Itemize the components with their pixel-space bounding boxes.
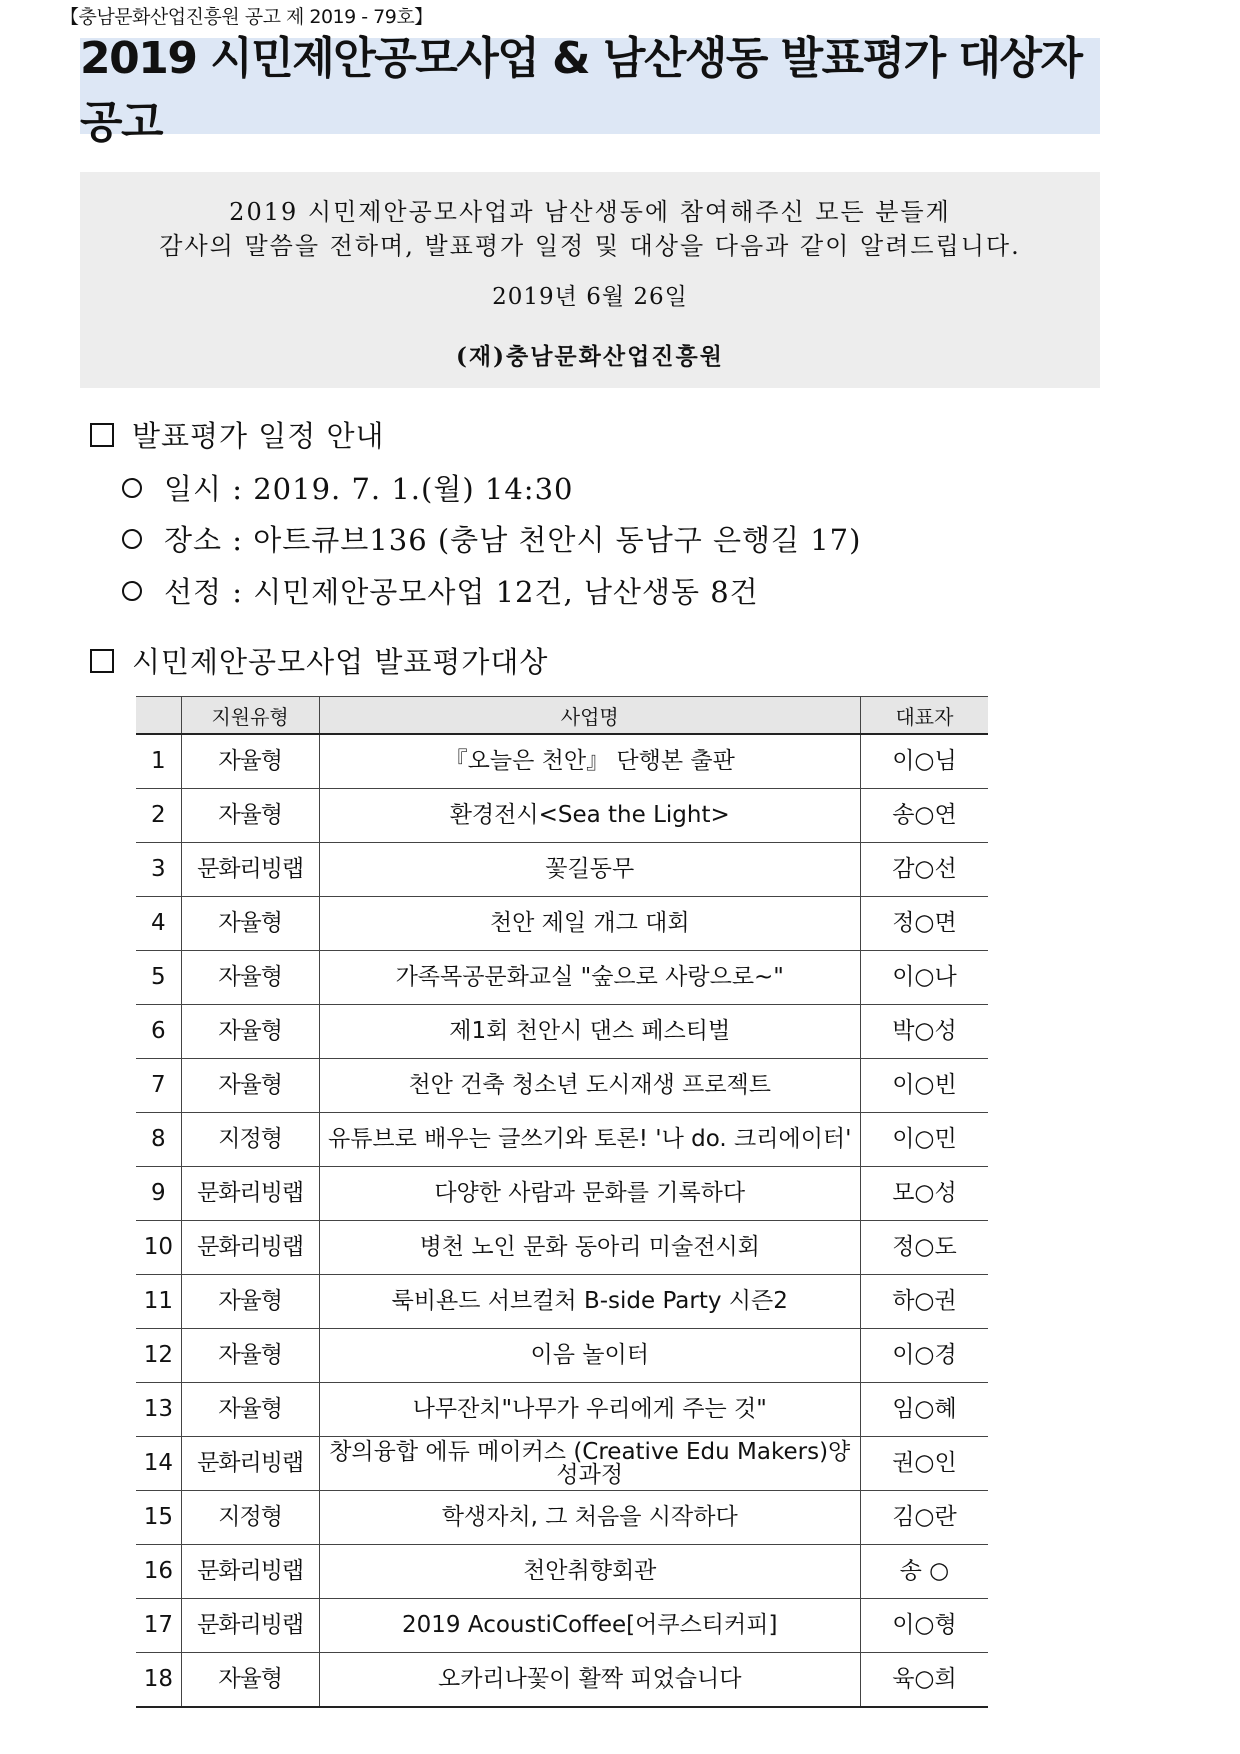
column-header-project: 사업명 xyxy=(319,697,860,735)
row-number: 1 xyxy=(136,734,181,789)
table-row xyxy=(136,897,988,951)
representative: 이○나 xyxy=(860,951,988,1005)
table-row xyxy=(136,951,988,1005)
project-name: 룩비욘드 서브컬처 B-side Party 시즌2 xyxy=(319,1275,860,1329)
table-row xyxy=(136,843,988,897)
project-name: 천안 제일 개그 대회 xyxy=(319,897,860,951)
schedule-item-text: 일시 : 2019. 7. 1.(월) 14:30 xyxy=(164,472,574,506)
table-row xyxy=(136,1329,988,1383)
representative: 이○님 xyxy=(860,734,988,789)
intro-box xyxy=(80,172,1100,388)
row-number: 17 xyxy=(136,1599,181,1653)
table-row xyxy=(136,789,988,843)
column-header-representative: 대표자 xyxy=(860,697,988,735)
table-row xyxy=(136,1221,988,1275)
representative: 임○혜 xyxy=(860,1383,988,1437)
row-number: 6 xyxy=(136,1005,181,1059)
support-type: 지정형 xyxy=(181,1113,319,1167)
intro-organization: (재)충남문화산업진흥원 xyxy=(456,343,724,370)
project-name: 천안취향회관 xyxy=(319,1545,860,1599)
targets-table xyxy=(136,696,988,1708)
support-type: 문화리빙랩 xyxy=(181,1599,319,1653)
project-name: 유튜브로 배우는 글쓰기와 토론! '나 do. 크리에이터' xyxy=(319,1113,860,1167)
column-header-type: 지원유형 xyxy=(181,697,319,735)
row-number: 16 xyxy=(136,1545,181,1599)
project-name: 병천 노인 문화 동아리 미술전시회 xyxy=(319,1221,860,1275)
table-row xyxy=(136,1059,988,1113)
representative: 하○권 xyxy=(860,1275,988,1329)
project-name: 나무잔치"나무가 우리에게 주는 것" xyxy=(319,1383,860,1437)
notice-number: 【충남문화산업진흥원 공고 제 2019 - 79호】 xyxy=(60,6,433,28)
project-name: 다양한 사람과 문화를 기록하다 xyxy=(319,1167,860,1221)
support-type: 자율형 xyxy=(181,734,319,789)
row-number: 14 xyxy=(136,1437,181,1491)
table-body xyxy=(136,734,988,1707)
support-type: 문화리빙랩 xyxy=(181,1437,319,1491)
intro-line-1: 2019 시민제안공모사업과 남산생동에 참여해주신 모든 분들게 xyxy=(229,198,951,226)
support-type: 자율형 xyxy=(181,1653,319,1708)
representative: 육○희 xyxy=(860,1653,988,1708)
representative: 김○란 xyxy=(860,1491,988,1545)
title-banner xyxy=(80,33,1100,148)
row-number: 8 xyxy=(136,1113,181,1167)
row-number: 3 xyxy=(136,843,181,897)
row-number: 4 xyxy=(136,897,181,951)
targets-heading-text: 시민제안공모사업 발표평가대상 xyxy=(132,645,549,679)
representative: 이○빈 xyxy=(860,1059,988,1113)
project-name: 꽃길동무 xyxy=(319,843,860,897)
schedule-item-text: 장소 : 아트큐브136 (충남 천안시 동남구 은행길 17) xyxy=(164,523,862,557)
table-row xyxy=(136,734,988,789)
table-row xyxy=(136,1383,988,1437)
row-number: 5 xyxy=(136,951,181,1005)
representative: 권○인 xyxy=(860,1437,988,1491)
row-number: 10 xyxy=(136,1221,181,1275)
intro-line-2: 감사의 말씀을 전하며, 발표평가 일정 및 대상을 다음과 같이 알려드립니다. xyxy=(159,232,1021,260)
support-type: 문화리빙랩 xyxy=(181,1545,319,1599)
representative: 정○면 xyxy=(860,897,988,951)
row-number: 2 xyxy=(136,789,181,843)
support-type: 자율형 xyxy=(181,1329,319,1383)
support-type: 문화리빙랩 xyxy=(181,1221,319,1275)
representative: 이○민 xyxy=(860,1113,988,1167)
representative: 이○경 xyxy=(860,1329,988,1383)
table-row xyxy=(136,1167,988,1221)
representative: 감○선 xyxy=(860,843,988,897)
table-row xyxy=(136,1653,988,1708)
project-name: 제1회 천안시 댄스 페스티벌 xyxy=(319,1005,860,1059)
project-name: 천안 건축 청소년 도시재생 프로젝트 xyxy=(319,1059,860,1113)
schedule-item-text: 선정 : 시민제안공모사업 12건, 남산생동 8건 xyxy=(164,575,759,609)
circle-bullet-icon xyxy=(122,478,142,498)
column-header-number xyxy=(136,697,181,735)
support-type: 자율형 xyxy=(181,1383,319,1437)
table-row xyxy=(136,1437,988,1491)
support-type: 자율형 xyxy=(181,789,319,843)
table-row xyxy=(136,1113,988,1167)
project-name: 이음 놀이터 xyxy=(319,1329,860,1383)
schedule-heading-text: 발표평가 일정 안내 xyxy=(132,419,385,453)
circle-bullet-icon xyxy=(122,529,142,549)
table-row xyxy=(136,1545,988,1599)
support-type: 문화리빙랩 xyxy=(181,1167,319,1221)
project-name: 『오늘은 천안』 단행본 출판 xyxy=(319,734,860,789)
row-number: 11 xyxy=(136,1275,181,1329)
support-type: 지정형 xyxy=(181,1491,319,1545)
row-number: 13 xyxy=(136,1383,181,1437)
page-title: 2019 시민제안공모사업 & 남산생동 발표평가 대상자 공고 xyxy=(80,33,1082,148)
representative: 모○성 xyxy=(860,1167,988,1221)
circle-bullet-icon xyxy=(122,581,142,601)
schedule-item-selection xyxy=(122,570,759,611)
project-name: 가족목공문화교실 "숲으로 사랑으로~" xyxy=(319,951,860,1005)
support-type: 자율형 xyxy=(181,951,319,1005)
checkbox-square-icon xyxy=(90,649,114,673)
row-number: 9 xyxy=(136,1167,181,1221)
schedule-heading xyxy=(90,414,385,455)
support-type: 자율형 xyxy=(181,1059,319,1113)
table-row xyxy=(136,1491,988,1545)
intro-date: 2019년 6월 26일 xyxy=(492,284,688,310)
schedule-item-venue xyxy=(122,518,861,559)
representative: 이○형 xyxy=(860,1599,988,1653)
row-number: 7 xyxy=(136,1059,181,1113)
row-number: 15 xyxy=(136,1491,181,1545)
support-type: 자율형 xyxy=(181,1005,319,1059)
project-name: 2019 AcoustiCoffee[어쿠스티커피] xyxy=(319,1599,860,1653)
checkbox-square-icon xyxy=(90,423,114,447)
representative: 송 ○ xyxy=(860,1545,988,1599)
table-row xyxy=(136,1599,988,1653)
support-type: 자율형 xyxy=(181,1275,319,1329)
project-name: 환경전시<Sea the Light> xyxy=(319,789,860,843)
support-type: 문화리빙랩 xyxy=(181,843,319,897)
project-name: 창의융합 에듀 메이커스 (Creative Edu Makers)양성과정 xyxy=(319,1437,860,1491)
representative: 정○도 xyxy=(860,1221,988,1275)
table-row xyxy=(136,1275,988,1329)
row-number: 12 xyxy=(136,1329,181,1383)
project-name: 오카리나꽃이 활짝 피었습니다 xyxy=(319,1653,860,1708)
support-type: 자율형 xyxy=(181,897,319,951)
project-name: 학생자치, 그 처음을 시작하다 xyxy=(319,1491,860,1545)
targets-heading xyxy=(90,640,548,681)
table-row xyxy=(136,1005,988,1059)
representative: 송○연 xyxy=(860,789,988,843)
table-header-row xyxy=(136,697,988,735)
row-number: 18 xyxy=(136,1653,181,1708)
schedule-item-date xyxy=(122,467,573,508)
representative: 박○성 xyxy=(860,1005,988,1059)
